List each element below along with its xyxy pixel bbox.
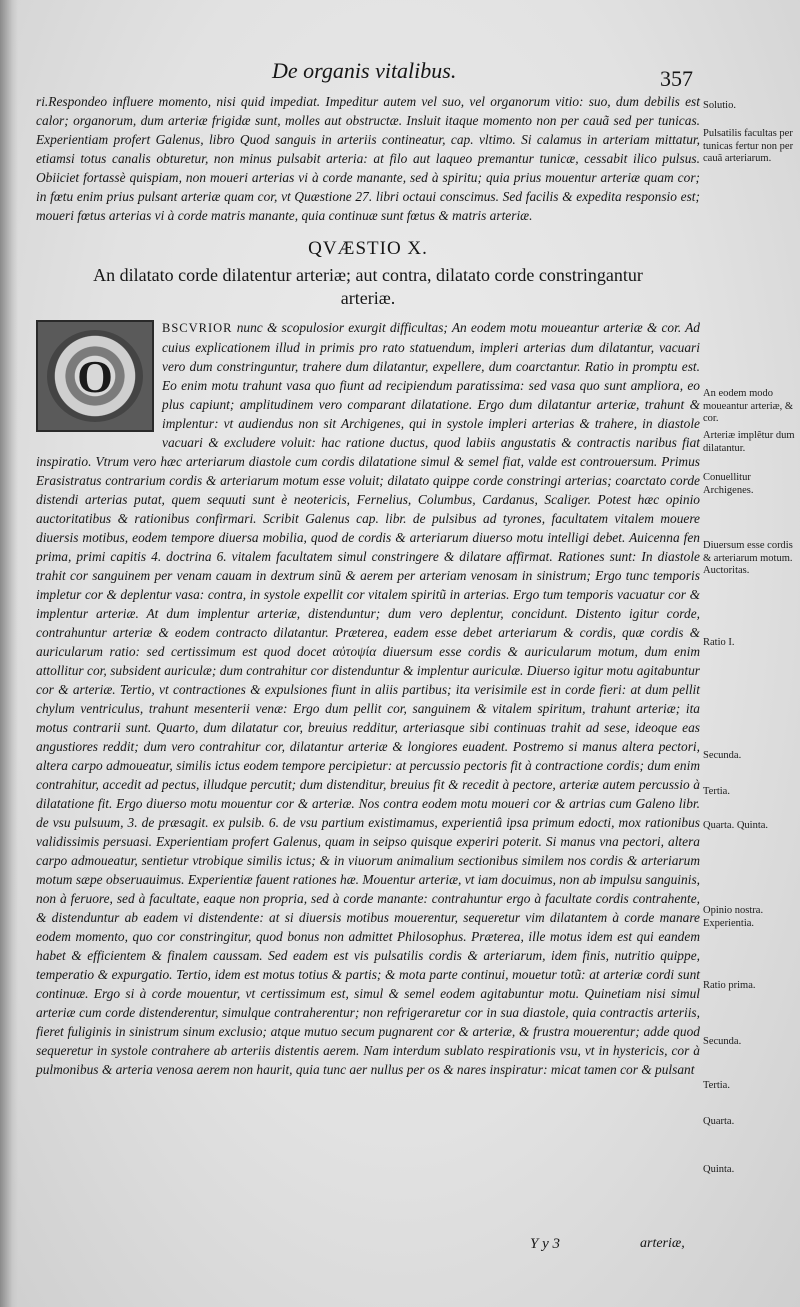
signature-mark: Y y 3	[530, 1236, 560, 1252]
margin-note: Secunda.	[703, 1036, 742, 1047]
running-title: De organis vitalibus.	[272, 58, 457, 83]
margin-note: Tertia.	[703, 786, 730, 797]
body-paragraph	[36, 318, 700, 1079]
margin-note: Secunda.	[703, 750, 742, 761]
margin-note: Solutio.	[703, 100, 736, 111]
margin-note: Arteriæ implẽtur dum dilatantur.	[703, 430, 795, 454]
catchword: arteriæ,	[640, 1236, 685, 1251]
ornament-icon	[47, 330, 143, 422]
question-title: QVÆSTIO X.	[308, 238, 428, 259]
margin-note: Tertia.	[703, 1080, 730, 1091]
margin-note: Quinta.	[703, 1164, 735, 1175]
main-text-column	[36, 92, 700, 1079]
body-text: nunc & scopulosior exurgit difficultas; An eodem motu moueantur arteriæ & cor. Ad cuius explicationem illud in primis pro rato statuendum, impleri arterias dum dilatantur, vacuari vero dum constringuntur, trahere dum dilatantur, expellere, dum coarctantur. Ratio in promptu est. Eo enim motu trahunt vasa quo fiunt ad recipiendum paratissima: sed vasa quo sunt ampliora, eo plus capiunt; amplitudinem vero comparant dilatatione. Ergo dum dilatantur arteriæ, trahunt & implentur: vt audiendus non sit Archigenes, qui in systole impleri arterias & trahere, in diastole vacuari & excludere voluit: hac ratione ductus, quod labiis angustatis & contractis naribus fiat inspiratio. Vtrum vero hæc arteriarum diastole cum cordis dilatatione simul & semel fiat, valde est controuersum. Primus Erasistratus contrarium cordis & arteriarum motum esse voluit; dilatato quippe corde constringi arterias; coarctato corde distendi arterias putat, quem sequuti sunt è neotericis, Fernelius, Columbus, Cardanus, Scaliger. Potest hæc opinio auctoritatibus & rationibus confirmari. Scribit Galenus cap. libr. de pulsibus ad tyrones, facultatem vitalem mouere diuersis motibus, eodem tempore diuersa mobilia, quod de cordis & arteriarum diuerso motu intelligi debet. Auicenna fen prima, primi capitis 4. doctrina 6. vitalem facultatem simul constringere & dilatare affirmat. Rationes sunt: In diastole trahit cor sanguinem per venam cauam in dextrum sinũ & aerem per arteriam venosam in sinistrum; Ergo tunc temporis impletur cor & deplentur vasa: contra, in systole expellit cor vitalem spiritũ in arterias. Ergo tum temporis vacuatur cor & implentur arteriæ. At dum implentur arteriæ, distenduntur; dum vero deplentur, concidunt. Distento igitur corde, contrahuntur arteriæ & eodem contracto dilatantur. Præterea, eadem esse debet arteriarum & cordis, quæ cordis & auricularum ratio: sed certissimum est quod docet αὐτοψία diuersum esse cordis & auricularum motum, dum enim attollitur cor, subsident auriculæ; dum contrahitur cor distenduntur & implentur auriculæ. Diuerso igitur motu agitabuntur cor & arteriæ. Tertio, vt contractiones & expulsiones fiunt in aliis partibus; ita verisimile est in corde fieri: at dum pellit chylum ventriculus, trahunt mesenterii venæ: Ergo dum pellit cor, sanguinem & vitalem spiritum, trahunt arteriæ; ita motus contrarii sunt. Quarto, dum dilatatur cor, breuius redditur, arteriasque sibi continuas trahit ad sese, ideoque eas angustiores reddit; dum vero contrahitur cor, dilatantur arteriæ & longiores euadent. Postremo si manus altera pectori, altera carpo admoueatur, similis ictus eodem tempore percipietur: at percussio pectoris fit à contractione cordis; dum enim contrahitur, accedit ad pectus, illudque percutit; dum distenditur, breuius fit & recedit à pectore, arteriæ autem percussio à dilatatione fit. Ergo diuerso motu mouentur cor & arteriæ. Nos contra eodem motu moueri cor & artrias cum Galeno libr. de vsu pulsuum, 3. de præsagit. ex pulsib. 6. de vsu partium existimamus, experientiâ ipsa primum edocti, mox rationibus validissimis persuasi. Experientiam profert Galenus, quam in seipso quisque experiri poterit. Si manus vna pectori, altera carpo admoueatur, sentietur vtrobique similis ictus; & in viuorum animalium sectionibus similem nos cordis & arteriarum motum sæpe obseruauimus. Experientiæ fauent rationes hæ. Mouentur arteriæ, vt iam docuimus, non ab impulsu sanguinis, non à feruore, sed à facultate, eaque non propria, sed à corde manante: contrahuntur ergo à facultate cordis contrahente, & distenduntur ab eadem vi distendente: at si diuersis motibus mouerentur, sequeretur vim dilatantem à corde manare eodem momento, quo cor constringitur, quod bonus non admittet Philosophus. Præterea, ille motus idem est qui eandem habet & efficientem & finalem caussam. Sed eadem est vis pulsatilis cordis & arteriarum, idem finis, nutritio quippe, temperatio & expurgatio. Tertio, idem est motus totius & partis; & mota parte continui, mouetur totũ: at arteriæ cordi sunt continuæ. Ergo si à corde mouentur, vt certissimum est, simul & semel eodem agitabuntur motu. Quinetiam nisi simul arteriæ cum corde distenderentur, simulque contraherentur; non refrigeraretur cor in sua diastole, quia contractis arteriis, fieret fuliginis in sinistrum sinum exclusio; atque mutuo secum pugnarent cor & arteriæ, & frustra mouerentur; adde quod sequeretur in systole contrahere ab arteriis distentis aerem. Nam interdum sublato respirationis vsu, vt in hystericis, cor à pulmonibus & arteria venosa aerem non haurit, quia tunc aer nullus per os & nares inspiratur: micat tamen cor & pulsant	[36, 320, 700, 1077]
decorated-initial	[36, 320, 154, 432]
dropcap-letter: O	[77, 350, 113, 402]
margin-note: Opinio nostra. Experientia.	[703, 905, 764, 929]
margin-note: Conuellitur Archigenes.	[703, 472, 754, 496]
margin-note: Quarta.	[703, 1116, 735, 1127]
margin-note: Pulsatilis facultas per tunicas fertur non per cauã arteriarum.	[703, 128, 794, 164]
margin-note: Diuersum esse cordis & arteriarum motum. Auctoritas.	[703, 540, 793, 576]
page-footer	[0, 1236, 800, 1266]
page-header	[0, 56, 800, 90]
margin-note: Ratio prima.	[703, 980, 756, 991]
margin-note: An eodem modo moueantur arteriæ, & cor.	[703, 388, 794, 424]
margin-note: Quarta. Quinta.	[703, 820, 769, 831]
body-lead-word: BSCVRIOR	[162, 321, 233, 335]
intro-paragraph: ri.Respondeo influere momento, nisi quid impediat. Impeditur autem vel suo, vel organorum vitio: suo, dum debilis est calor; organorum, dum arteriæ frigidæ sunt, molles aut obstructæ. Insluit itaque momento non per cauã sed per tunicas. Experientiam profert Galenus, libro Quod sanguis in arteriis contineatur, cap. vltimo. Si calamus in arteriam mittatur, etiamsi totus canalis obturetur, non minus pulsabit arteria: at filo aut laqueo premantur tunicæ, cessabit ilico pulsus. Obiiciet fortassè quispiam, non moueri arterias vi à corde manante, sed à spiritu; quia prius mouentur arteriæ quam cor; in fœtu enim prius pulsant arteriæ quam cor, vt Quæstione 27. libri octaui conscimus. Sed facilis & expedita responsio est; moueri fœtus arterias vi à corde matris manante, quia continuæ sunt fœtus & matris arteriæ.	[36, 94, 700, 223]
margin-note: Ratio I.	[703, 637, 735, 648]
page-number: 357	[660, 66, 693, 91]
question-subtitle: An dilatato corde dilatentur arteriæ; aut contra, dilatato corde constringantur arteriæ.	[93, 265, 643, 308]
